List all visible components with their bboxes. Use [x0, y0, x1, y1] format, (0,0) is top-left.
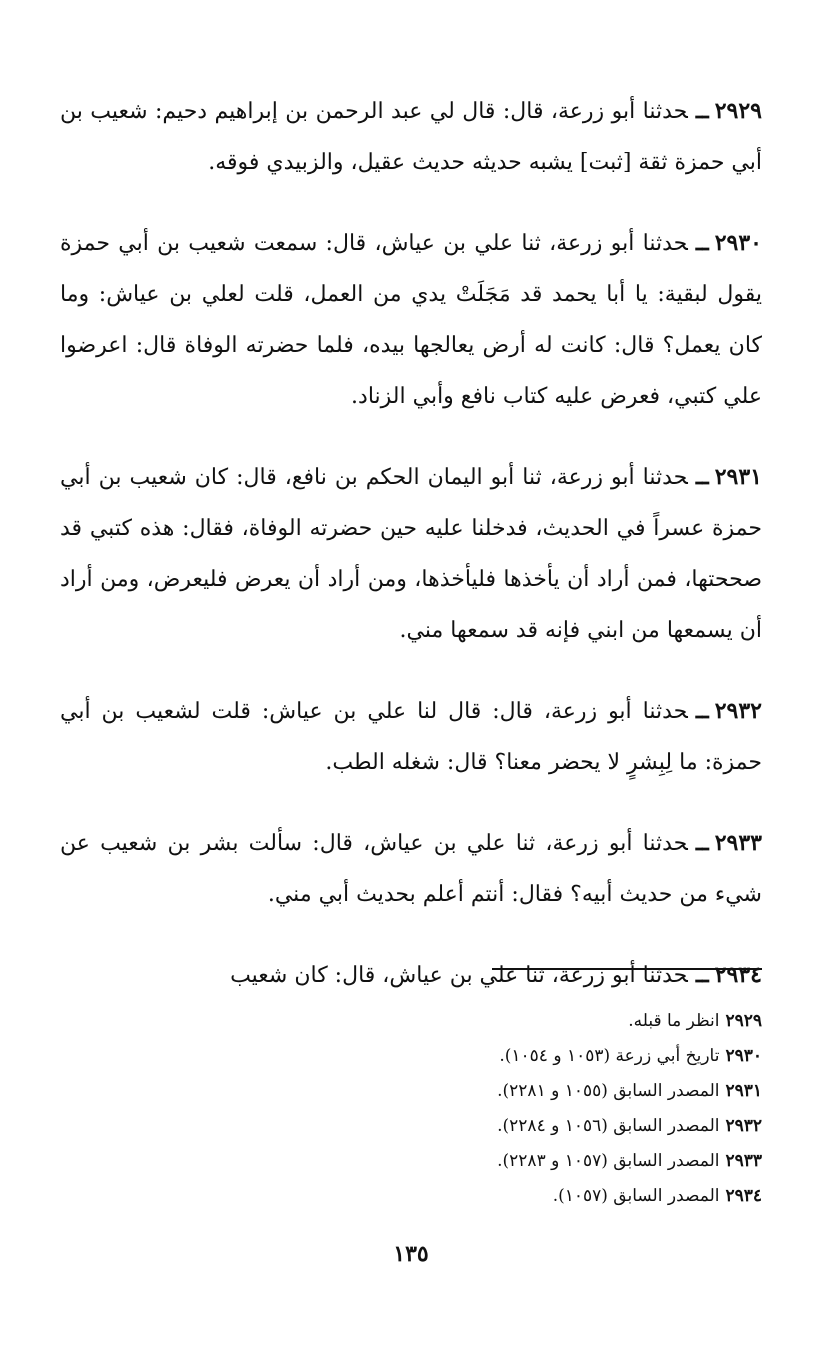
hadith-entry-2930: [60, 218, 762, 422]
footnote-2929: [60, 1004, 762, 1039]
footnote-number: ٢٩٢٩: [725, 1011, 762, 1031]
entry-number: ٢٩٣٤: [714, 962, 762, 988]
footnote-text: المصدر السابق (١٠٥٧).: [552, 1186, 720, 1206]
footnote-number: ٢٩٣١: [725, 1081, 762, 1101]
hadith-entry-2931: [60, 452, 762, 656]
book-page: [60, 86, 762, 1364]
entry-number: ٢٩٣١: [714, 464, 762, 490]
footnote-text: تاريخ أبي زرعة (١٠٥٣ و ١٠٥٤).: [499, 1046, 720, 1066]
entry-number: ٢٩٣٣: [714, 830, 762, 856]
entry-text: حدثنا أبو زرعة، ثنا علي بن عياش، قال: سألت بشر بن شعيب عن شيء من حديث أبيه؟ فقال: أنتم أعلم بحديث أبي مني.: [60, 831, 762, 907]
entry-number: ٢٩٣٠: [714, 230, 762, 256]
entry-text: حدثنا أبو زرعة، ثنا علي بن عياش، قال: سمعت شعيب بن أبي حمزة يقول لبقية: يا أبا يحمد قد مَجَلَتْ يدي من العمل، قلت لعلي بن عياش: وما كان يعمل؟ قال: كانت له أرض يعالجها بيده، فلما حضرته الوفاة قال: اعرضوا علي كتبي، فعرض عليه كتاب نافع وأبي الزناد.: [60, 231, 762, 409]
footnote-separator: [492, 968, 762, 970]
footnote-number: ٢٩٣٢: [725, 1116, 762, 1136]
entry-text: حدثنا أبو زرعة، ثنا أبو اليمان الحكم بن نافع، قال: كان شعيب بن أبي حمزة عسراً في الحديث، فدخلنا عليه حين حضرته الوفاة، فقال: هذه كتبي قد صححتها، فمن أراد أن يأخذها فليأخذها، ومن أراد أن يعرض فليعرض، ومن أراد أن يسمعها من ابني فإنه قد سمعها مني.: [60, 465, 762, 643]
footnote-text: المصدر السابق (١٠٥٧ و ٢٢٨٣).: [497, 1151, 720, 1171]
entry-dash: ــ: [695, 464, 709, 490]
entry-dash: ــ: [695, 830, 709, 856]
footnote-2931: [60, 1074, 762, 1109]
footnote-number: ٢٩٣٠: [725, 1046, 762, 1066]
entry-text: حدثنا أبو زرعة، ثنا علي بن عياش، قال: كان شعيب: [230, 963, 688, 988]
entry-dash: ــ: [695, 230, 709, 256]
hadith-entry-2929: [60, 86, 762, 188]
entry-number: ٢٩٢٩: [714, 98, 762, 124]
entry-text: حدثنا أبو زرعة، قال: قال لي عبد الرحمن بن إبراهيم دحيم: شعيب بن أبي حمزة ثقة [ثبت] يشبه حديثه حديث عقيل، والزبيدي فوقه.: [60, 99, 762, 175]
footnote-text: المصدر السابق (١٠٥٦ و ٢٢٨٤).: [497, 1116, 720, 1136]
footnote-2930: [60, 1039, 762, 1074]
footnote-2932: [60, 1109, 762, 1144]
footnote-2934: [60, 1179, 762, 1214]
hadith-entry-2934: [60, 950, 762, 1001]
footnote-number: ٢٩٣٤: [725, 1186, 762, 1206]
footnotes: [60, 1004, 762, 1214]
footnote-text: المصدر السابق (١٠٥٥ و ٢٢٨١).: [497, 1081, 720, 1101]
entry-number: ٢٩٣٢: [714, 698, 762, 724]
entry-dash: ــ: [695, 98, 709, 124]
hadith-entry-2932: [60, 686, 762, 788]
footnote-text: انظر ما قبله.: [628, 1011, 720, 1031]
footnote-number: ٢٩٣٣: [725, 1151, 762, 1171]
entry-dash: ــ: [695, 698, 709, 724]
page-number: ١٣٥: [393, 1241, 429, 1267]
hadith-entry-2933: [60, 818, 762, 920]
entry-dash: ــ: [695, 962, 709, 988]
footnote-2933: [60, 1144, 762, 1179]
entry-text: حدثنا أبو زرعة، قال: قال لنا علي بن عياش: قلت لشعيب بن أبي حمزة: ما لِبِشرٍ لا يحضر معنا؟ قال: شغله الطب.: [60, 699, 762, 775]
